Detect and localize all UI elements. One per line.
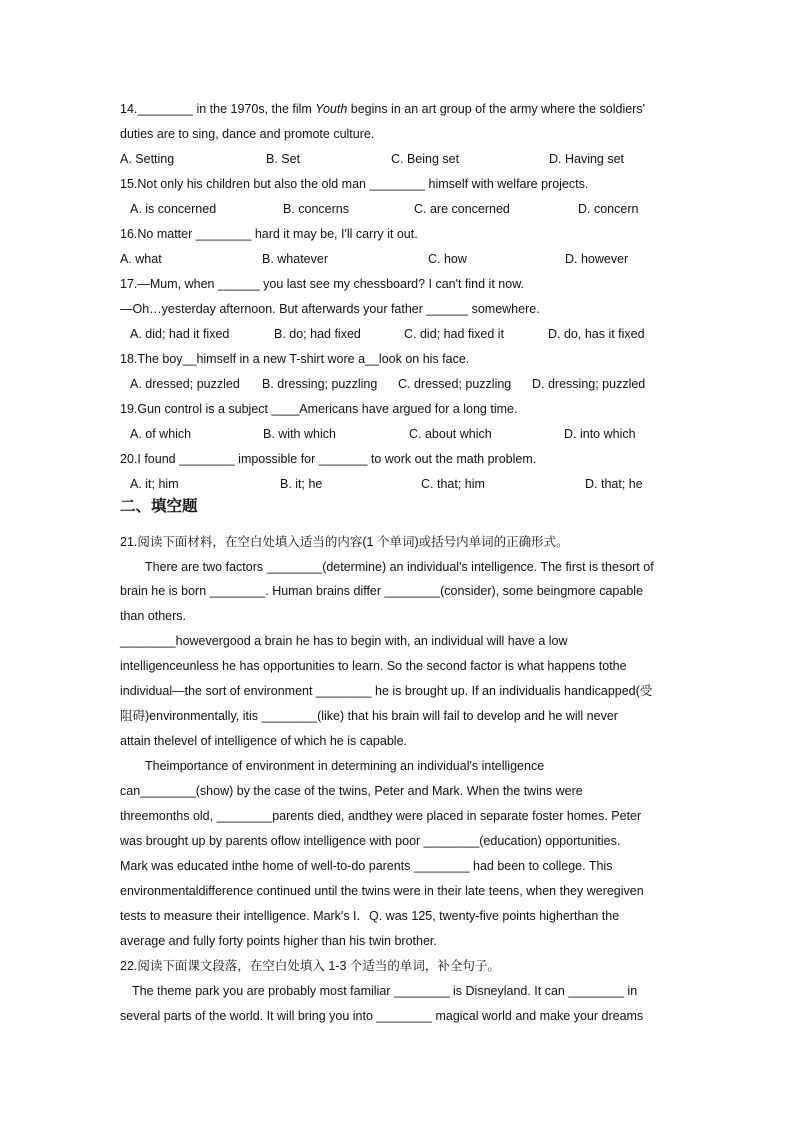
passage-line: can________(show) by the case of the twins, Peter and Mark. When the twins were bbox=[120, 784, 583, 798]
question-16-option-c: C. how bbox=[428, 252, 467, 266]
question-22-instruction: 22.阅读下面课文段落，在空白处填入 1-3 个适当的单词，补全句子。 bbox=[120, 959, 500, 973]
question-17-option-c: C. did; had fixed it bbox=[404, 327, 505, 341]
question-21-instruction: 21.阅读下面材料，在空白处填入适当的内容(1 个单词)或括号内单词的正确形式。 bbox=[120, 535, 569, 549]
question-16-stem: 16.No matter ________ hard it may be, I'll carry it out. bbox=[120, 227, 418, 241]
passage-line: intelligenceunless he has opportunities to learn. So the second factor is what happens tothe bbox=[120, 659, 627, 673]
question-14-option-b: B. Set bbox=[266, 152, 301, 166]
question-17-line-1: 17.—Mum, when ______ you last see my chessboard? I can't find it now. bbox=[120, 277, 524, 291]
passage-line: The theme park you are probably most familiar ________ is Disneyland. It can ________ in bbox=[132, 984, 638, 998]
passage-line: brain he is born ________. Human brains differ ________(consider), some beingmore capable bbox=[120, 584, 644, 598]
question-20-stem: 20.I found ________ impossible for _______ to work out the math problem. bbox=[120, 452, 537, 466]
question-15-stem: 15.Not only his children but also the old man ________ himself with welfare projects. bbox=[120, 177, 589, 191]
passage-line: tests to measure their intelligence. Mark's I．Q. was 125, twenty-five points higherthan the bbox=[120, 909, 620, 923]
question-20-option-b: B. it; he bbox=[280, 477, 323, 491]
question-19-option-b: B. with which bbox=[263, 427, 336, 441]
question-20-option-a: A. it; him bbox=[130, 477, 179, 491]
question-19-option-d: D. into which bbox=[564, 427, 636, 441]
question-19-option-a: A. of which bbox=[130, 427, 192, 441]
passage-line: threemonths old, ________parents died, andthey were placed in separate foster homes. Peter bbox=[120, 809, 642, 823]
passage-line: There are two factors ________(determine) an individual's intelligence. The first is thesort of bbox=[145, 560, 654, 574]
question-19-stem: 19.Gun control is a subject ____Americans have argued for a long time. bbox=[120, 402, 518, 416]
question-18-stem: 18.The boy__himself in a new T-shirt wore a__look on his face. bbox=[120, 352, 470, 366]
question-17-line-2: —Oh…yesterday afternoon. But afterwards your father ______ somewhere. bbox=[120, 302, 540, 316]
question-14-option-d: D. Having set bbox=[549, 152, 625, 166]
question-16-option-a: A. what bbox=[120, 252, 162, 266]
question-18-option-b: B. dressing; puzzling bbox=[262, 377, 378, 391]
question-15-option-a: A. is concerned bbox=[130, 202, 217, 216]
passage-line: several parts of the world. It will bring you into ________ magical world and make your dreams bbox=[120, 1009, 644, 1023]
question-18-option-c: C. dressed; puzzling bbox=[398, 377, 512, 391]
passage-line: individual—the sort of environment ________ he is brought up. If an individualis handicapped(受 bbox=[120, 684, 653, 698]
question-15-option-c: C. are concerned bbox=[414, 202, 510, 216]
question-16-option-d: D. however bbox=[565, 252, 629, 266]
question-14-line-2: duties are to sing, dance and promote culture. bbox=[120, 127, 375, 141]
passage-line: environmentaldifference continued until the twins were in their late teens, when they weregiven bbox=[120, 884, 644, 898]
section-heading: 二、填空题 bbox=[120, 497, 198, 515]
passage-line: 阻碍)environmentally, itis ________(like) that his brain will fail to develop and he will never bbox=[120, 709, 618, 723]
passage-line: attain thelevel of intelligence of which he is capable. bbox=[120, 734, 407, 748]
question-17-option-b: B. do; had fixed bbox=[274, 327, 361, 341]
question-17-option-d: D. do, has it fixed bbox=[548, 327, 645, 341]
passage-line: Mark was educated inthe home of well-to-do parents ________ had been to college. This bbox=[120, 859, 613, 873]
question-19-option-c: C. about which bbox=[409, 427, 492, 441]
question-18-option-d: D. dressing; puzzled bbox=[532, 377, 646, 391]
question-17-option-a: A. did; had it fixed bbox=[130, 327, 230, 341]
passage-line: than others. bbox=[120, 609, 187, 623]
passage-line: ________howevergood a brain he has to begin with, an individual will have a low bbox=[120, 634, 568, 648]
question-15-option-d: D. concern bbox=[578, 202, 639, 216]
question-14-line-1: 14.________ in the 1970s, the film Youth begins in an art group of the army where the soldiers' bbox=[120, 102, 645, 116]
question-15-option-b: B. concerns bbox=[283, 202, 350, 216]
passage-line: average and fully forty points higher than his twin brother. bbox=[120, 934, 437, 948]
passage-line: Theimportance of environment in determining an individual's intelligence bbox=[145, 759, 545, 773]
passage-line: was brought up by parents oflow intelligence with poor ________(education) opportunities. bbox=[120, 834, 621, 848]
question-16-option-b: B. whatever bbox=[262, 252, 329, 266]
question-20-option-c: C. that; him bbox=[421, 477, 485, 491]
question-14-option-a: A. Setting bbox=[120, 152, 175, 166]
question-14-option-c: C. Being set bbox=[391, 152, 460, 166]
question-20-option-d: D. that; he bbox=[585, 477, 643, 491]
question-18-option-a: A. dressed; puzzled bbox=[130, 377, 240, 391]
